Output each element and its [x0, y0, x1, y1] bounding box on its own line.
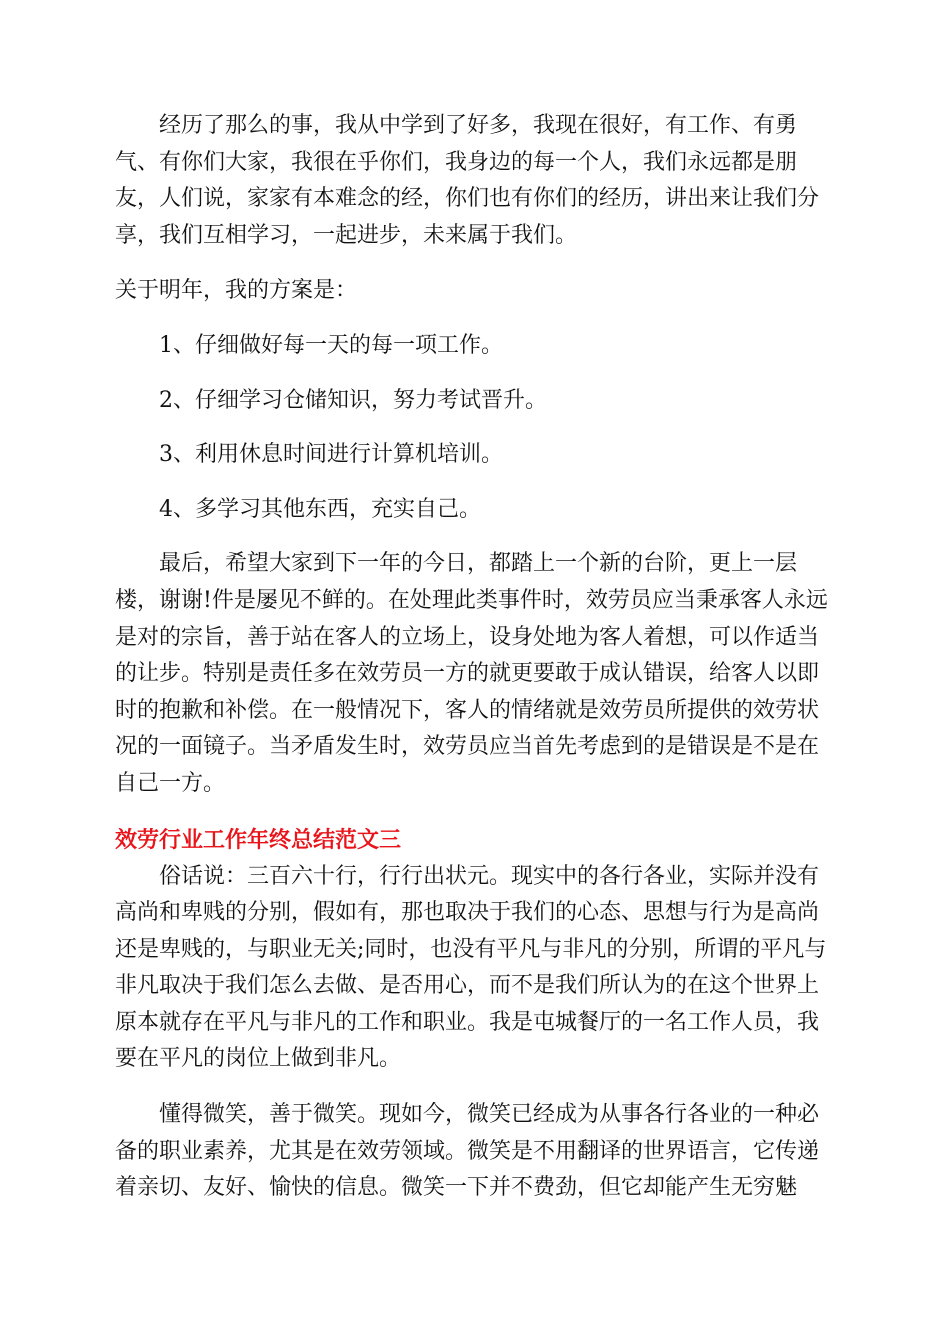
paragraph-closing: 最后，希望大家到下一年的今日，都踏上一个新的台阶，更上一层楼，谢谢!件是屡见不鲜的。在处理此类事件时，效劳员应当秉承客人永远是对的宗旨，善于站在客人的立场上，设身处地为客人着想，可以作适当的让步。特别是责任多在效劳员一方的就更要敢于成认错误，给客人以即时的抱歉和补偿。在一般情况下，客人的情绪就是效劳员所提供的效劳状况的一面镜子。当矛盾发生时，效劳员应当首先考虑到的是错误是不是在自己一方。 — [115, 551, 828, 796]
section-heading: 效劳行业工作年终总结范文三 — [115, 827, 402, 853]
document-page — [115, 108, 833, 1207]
plan-list-item-4: 4、多学习其他东西，充实自己。 — [159, 496, 481, 522]
paragraph-plan-intro: 关于明年，我的方案是： — [115, 278, 358, 304]
plan-list-item-2: 2、仔细学习仓储知识，努力考试晋升。 — [159, 387, 547, 413]
plan-list-item-1: 1、仔细做好每一天的每一项工作。 — [159, 332, 503, 358]
paragraph-reflection: 经历了那么的事，我从中学到了好多，我现在很好，有工作、有勇气、有你们大家，我很在乎你们，我身边的每一个人，我们永远都是朋友，人们说，家家有本难念的经，你们也有你们的经历，讲出来让我们分享，我们互相学习，一起进步，未来属于我们。 — [115, 113, 820, 248]
paragraph-proverb: 俗话说：三百六十行，行行出状元。现实中的各行各业，实际并没有高尚和卑贱的分别，假如有，那也取决于我们的心态、思想与行为是高尚还是卑贱的，与职业无关;同时，也没有平凡与非凡的分别，所谓的平凡与非凡取决于我们怎么去做、是否用心，而不是我们所认为的在这个世界上原本就存在平凡与非凡的工作和职业。我是屯城餐厅的一名工作人员，我要在平凡的岗位上做到非凡。 — [115, 863, 827, 1072]
plan-list-item-3: 3、利用休息时间进行计算机培训。 — [159, 442, 503, 468]
paragraph-smile: 懂得微笑，善于微笑。现如今，微笑已经成为从事各行各业的一种必备的职业素养，尤其是在效劳领域。微笑是不用翻译的世界语言，它传递着亲切、友好、愉快的信息。微笑一下并不费劲，但它却能产生无穷魅 — [115, 1102, 820, 1201]
